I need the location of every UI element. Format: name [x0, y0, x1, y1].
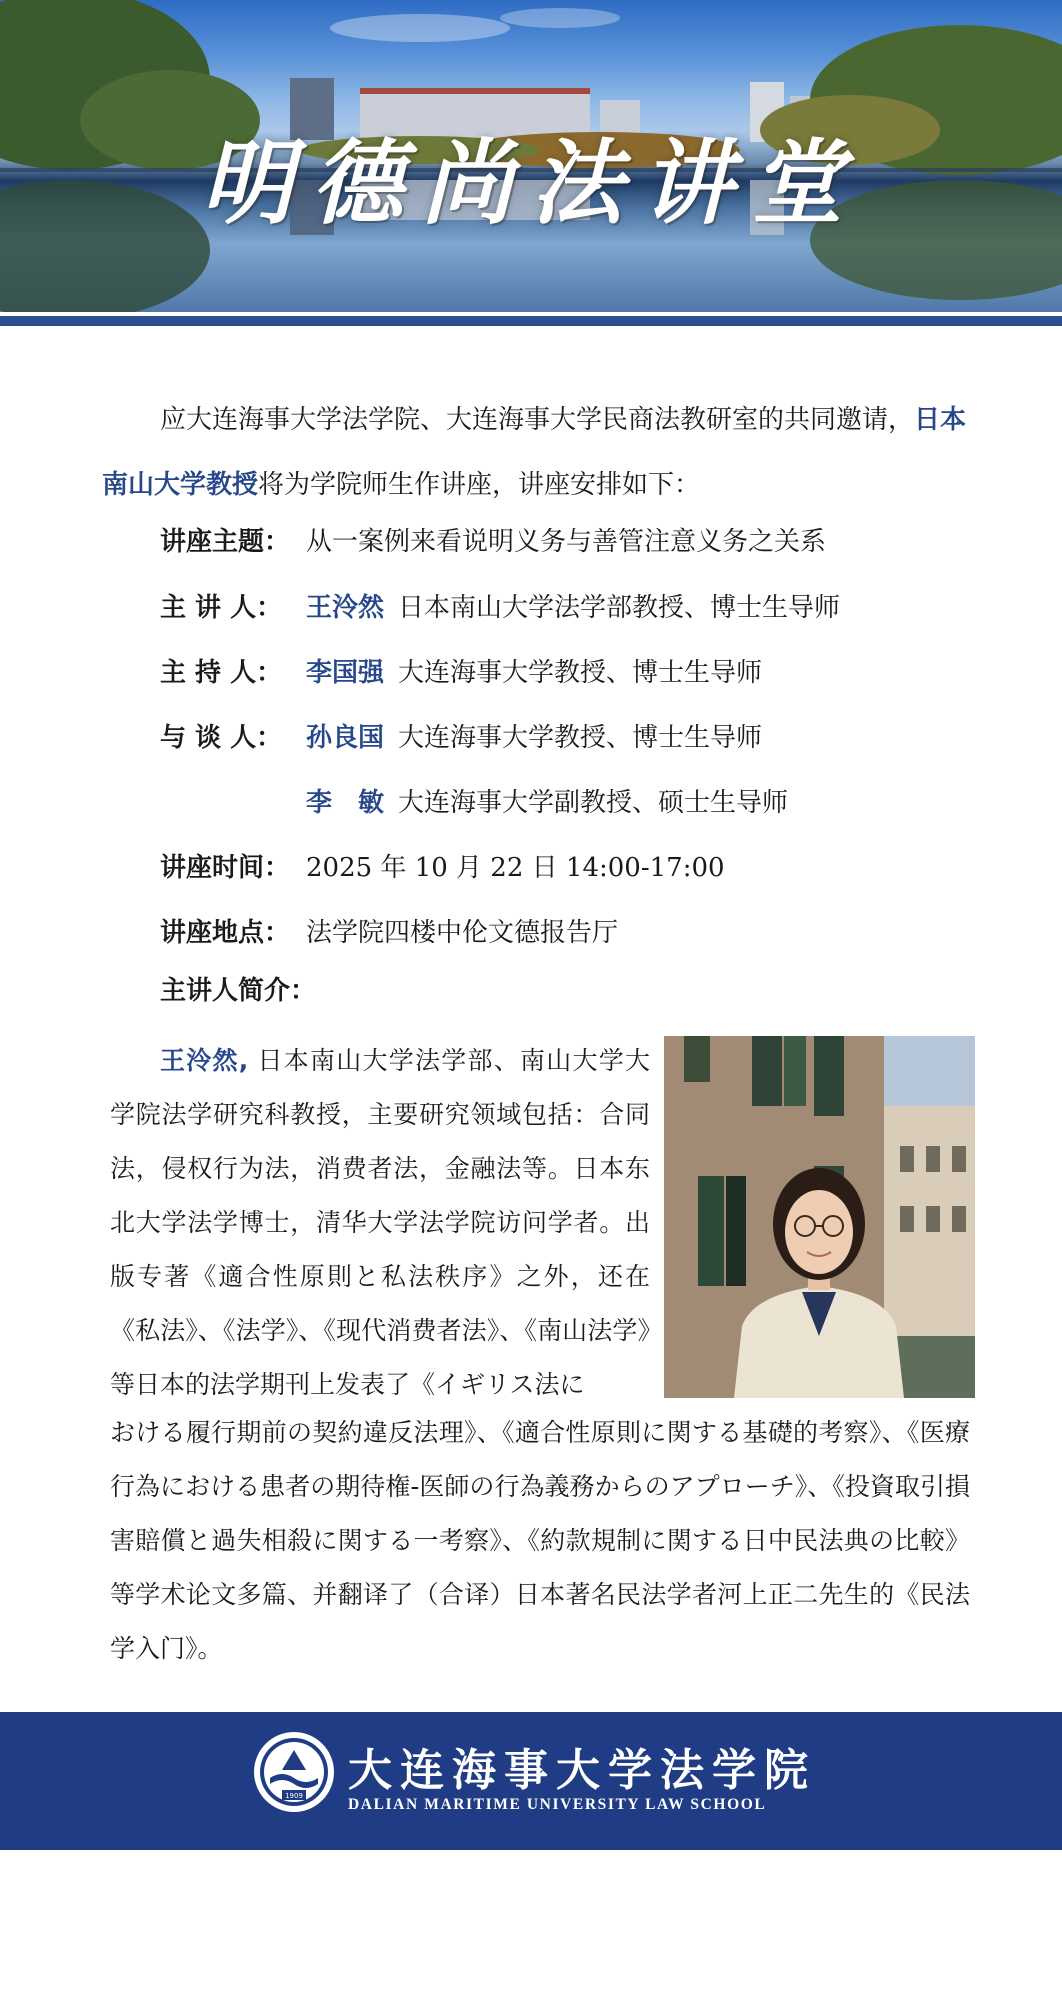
banner-title: 明德尚法讲堂	[200, 129, 861, 237]
speaker-title: 日本南山大学法学部教授、博士生导师	[398, 593, 841, 623]
time-label: 讲座时间：	[160, 853, 291, 883]
bio-heading: 主讲人简介：	[160, 976, 317, 1006]
info-row-bio-heading	[160, 971, 1000, 1011]
footer-bar	[0, 1712, 1062, 1850]
topic-value: 从一案例来看说明义务与善管注意义务之关系	[306, 527, 827, 557]
bio-text-wrap: 日本南山大学法学部、南山大学大学院法学研究科教授，主要研究领域包括：合同法，侵权行为法，消费者法，金融法等。日本东北大学法学博士，清华大学法学院访问学者。出版专著《適合性原則と私法秩序》之外，还在《私法》、《法学》、《现代消费者法》、《南山法学》等日本的法学期刊上发表了《イギリス法に	[110, 1046, 651, 1399]
school-name-en: DALIAN MARITIME UNIVERSITY LAW SCHOOL	[348, 1796, 767, 1813]
info-row-speaker	[160, 588, 1000, 628]
panel-label: 与 谈 人：	[160, 723, 283, 753]
intro-text-1: 应大连海事大学法学院、大连海事大学民商法教研室的共同邀请，	[160, 405, 915, 435]
bio-name: 王泠然,	[160, 1046, 249, 1075]
speaker-name: 王泠然	[306, 593, 385, 623]
panel1-name: 孙良国	[306, 723, 385, 753]
host-name: 李国强	[306, 658, 385, 688]
info-row-panel-2	[160, 783, 1000, 823]
speaker-photo	[664, 1036, 975, 1398]
header-banner	[0, 0, 1062, 312]
panel1-title: 大连海事大学教授、博士生导师	[398, 723, 763, 753]
time-value: 2025 年 10 月 22 日 14:00-17:00	[306, 853, 725, 883]
bio-paragraph-wrap	[110, 1034, 650, 1412]
banner-divider-blue	[0, 316, 1062, 326]
panel2-name: 李 敏	[306, 788, 385, 818]
school-logo	[252, 1730, 336, 1814]
place-label: 讲座地点：	[160, 918, 291, 948]
info-row-place	[160, 913, 1000, 953]
school-emblem-icon	[252, 1730, 336, 1814]
place-value: 法学院四楼中伦文德报告厅	[306, 918, 619, 948]
logo-year: 1909	[285, 1792, 303, 1800]
info-row-panel-1	[160, 718, 1000, 758]
bio-paragraph-full: おける履行期前の契約違反法理》、《適合性原則に関する基礎的考察》、《医療行為における患者の期待権-医師の行為義務からのアプローチ》、《投資取引損害賠償と過失相殺に関する一考察》、《約款規制に関する日中民法典の比較》等学术论文多篇、并翻译了（合译）日本著名民法学者河上正二先生的《民法学入门》。	[110, 1418, 970, 1663]
info-row-topic	[160, 522, 1000, 562]
intro-highlight: 日本南山大学教授	[102, 405, 967, 500]
intro-paragraph	[102, 388, 972, 518]
intro-text-2: 将为学院师生作讲座，讲座安排如下：	[258, 470, 701, 500]
topic-label: 讲座主题：	[160, 527, 291, 557]
school-name-cn: 大连海事大学法学院	[348, 1745, 816, 1796]
speaker-label: 主 讲 人：	[160, 593, 283, 623]
speaker-photo-illustration	[664, 1036, 975, 1398]
info-row-time	[160, 848, 1000, 888]
host-label: 主 持 人：	[160, 658, 283, 688]
panel2-title: 大连海事大学副教授、硕士生导师	[398, 788, 789, 818]
host-title: 大连海事大学教授、博士生导师	[398, 658, 763, 688]
info-row-host	[160, 653, 1000, 693]
